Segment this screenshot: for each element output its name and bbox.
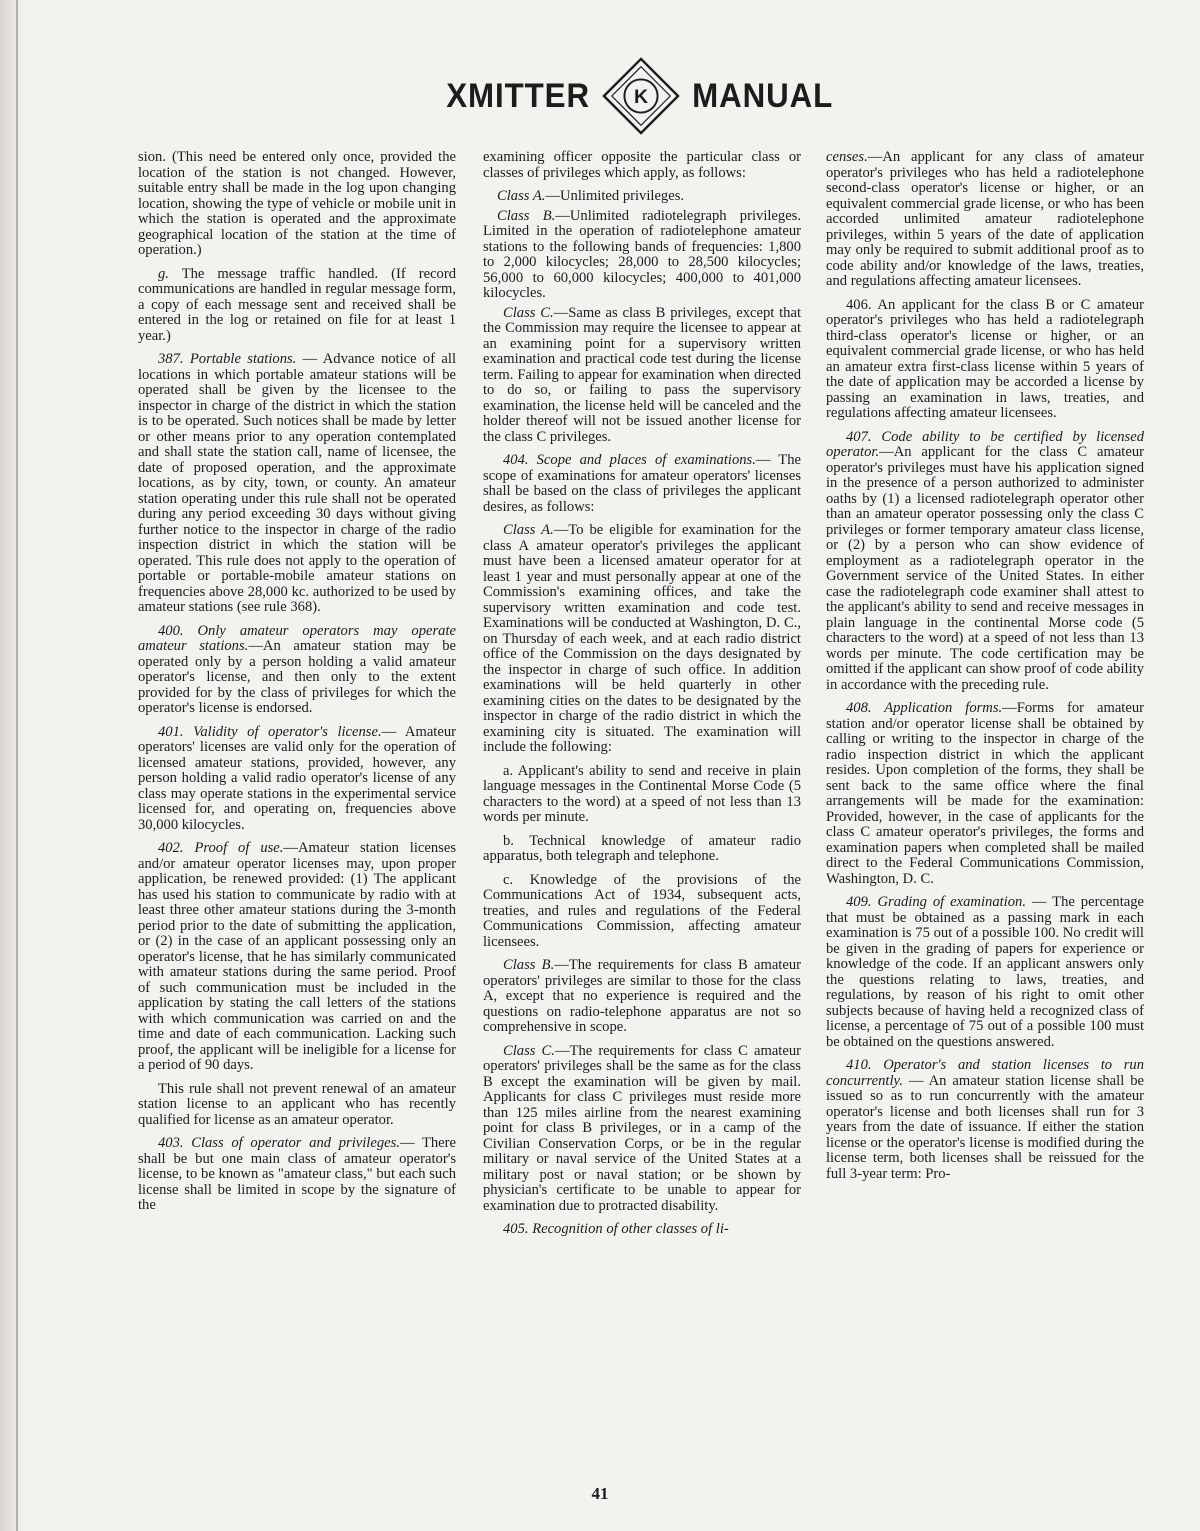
paragraph-heading: 407. Code ability to be certified by licensed operator. — [826, 428, 1144, 460]
paragraph — [483, 764, 801, 826]
column-right — [826, 150, 1144, 1190]
masthead-right-word: MANUAL — [692, 76, 834, 115]
paragraph-text: —An amateur station may be operated only by a person holding a valid amateur operator's license, and then only to the extent provided for by the class of privileges for which the operator's license is endorsed. — [138, 638, 456, 716]
paragraph — [138, 267, 456, 345]
paragraph-text: — Advance notice of all locations in which portable amateur stations will be operated shall be given by the licensee to the inspector in charge of the district in which the station is to be operated. Such notices shall be made by letter or other means prior to any operation contemplated and shall state the station call, name of licensee, the date of proposed operation, and the approximate locations, as by city, town, or county. An amateur station operating under this rule shall not be operated during any period exceeding 30 days without giving further notice to the inspector in charge of the radio inspection district in which the station will be operated. This rule does not apply to the operation of portable or portable-mobile amateur stations on frequencies above 28,000 kc. authorized to be used by amateur stations (see rule 368). — [138, 351, 457, 615]
paragraph — [483, 150, 801, 181]
paragraph-text: —An applicant for the class C amateur operator's privileges must have his application signed in the presence of a person authorized to administer oaths by (1) a licensed radiotelegraph operator other than an amateur operator possessing only the class C privileges or former temporary amateur class license, or (2) by a person who can show evidence of employment as a radiotelegraph operator in the Government service of the United States. In either case the radiotelegraph code examiner shall attest to the applicant's ability to send and receive messages in plain language in the continental Morse code (5 characters to the word) at a speed of not less than 13 words per minute. The code certification may be omitted if the applicant can show proof of code ability in accordance with the preceding rule. — [826, 444, 1144, 693]
paragraph — [826, 150, 1144, 290]
paragraph-text: examining officer opposite the particular class or classes of privileges which apply, as follows: — [483, 149, 801, 181]
paragraph-heading: Class C. — [503, 304, 554, 321]
paragraph — [826, 298, 1144, 422]
masthead-left-word: XMITTER — [446, 76, 591, 115]
paragraph-heading: 410. Operator's and station licenses to run concurrently. — [826, 1057, 1144, 1089]
paragraph-text: — The scope of examinations for amateur operators' licenses shall be based on the class of privileges the applicant desires, as follows: — [483, 452, 801, 515]
paragraph — [138, 352, 456, 616]
paragraph-text: — The percentage that must be obtained as a passing mark in each examination is 75 out of a possible 100. No credit will be given in the grading of papers for experience or knowledge of the code. If an applicant answers only the questions relating to laws, treaties, and regulations, by reason of his right to omit other subjects because of having held a recognized class of license, a percentage of 75 out of a possible 100 must be obtained on the questions answered. — [826, 894, 1144, 1050]
paragraph — [138, 725, 456, 834]
paragraph-text: —Unlimited privileges. — [545, 188, 685, 204]
binding-edge — [16, 0, 18, 1531]
paragraph-text: c. Knowledge of the provisions of the Communications Act of 1934, subsequent acts, treaties, and rules and regulations of the Federal Communications Commission, affecting amateur licensees. — [483, 871, 801, 950]
paragraph-text: — An amateur station license shall be issued so as to run concurrently with the amateur operator's license and both licenses shall run for 3 years from the date of issuance. If either the station license or the operator's license is modified during the license term, both licenses shall be reissued for the full 3-year term: Pro- — [826, 1072, 1144, 1182]
paragraph-heading: 404. Scope and places of examinations. — [503, 452, 756, 468]
paragraph-heading: 403. Class of operator and privileges. — [158, 1135, 400, 1151]
paragraph-heading: censes. — [826, 149, 868, 165]
paragraph-heading: Class A. — [503, 522, 554, 538]
paragraph — [138, 1082, 456, 1129]
paragraph — [138, 150, 456, 259]
paragraph-text: —Unlimited radiotelegraph privileges. Limited in the operation of radiotelephone amateur stations to the following bands of frequencies: 1,800 to 2,000 kilocycles; 28,000 to 28,500 kilocycles; 56,000 to 60,000 kilocycles; 400,000 to 401,000 kilocycles. — [483, 207, 802, 301]
paragraph-text: — There shall be but one main class of amateur operator's license, to be known as "amateur class," but each such license shall be limited in scope by the signature of the — [138, 1135, 456, 1213]
paragraph-text: a. Applicant's ability to send and receive in plain language messages in the Continental Morse Code (5 characters to the word) at a speed of not less than 13 words per minute. — [483, 762, 801, 825]
paragraph-heading: 402. Proof of use. — [158, 840, 284, 856]
paragraph-text: This rule shall not prevent renewal of an amateur station license to an applicant who has recently qualified for license as an amateur operator. — [138, 1080, 456, 1128]
paragraph-text: —Same as class B privileges, except that the Commission may require the licensee to appear at an examining point for a supervisory written examination and practical code test during the license term. Failing to appear for examination when directed to do so, or failing to pass the supervisory examination, the license held will be canceled and the holder thereof will not be issued another license for the class C privileges. — [483, 304, 802, 445]
paragraph-text: 406. An applicant for the class B or C amateur operator's privileges who has held a radiotelegraph third-class operator's license or higher, or an equivalent commercial grade license, or who has held an amateur extra first-class license within 5 years of the date of application may be accorded a license by passing an examination in laws, treaties, and regulations affecting amateur licensees. — [826, 296, 1144, 421]
paragraph-heading: g. — [158, 265, 169, 282]
paragraph-heading: 401. Validity of operator's license. — [158, 723, 382, 740]
paragraph — [483, 453, 801, 515]
paragraph-text: —To be eligible for examination for the class A amateur operator's privileges the applicant must have been a licensed amateur operator for at least 1 year and must personally appear at one of the Commission's examining offices, and take the supervisory written examination and code test. Examinations will be conducted at Washington, D. C., on Thursday of each week, and at each radio district office of the Commission on the days designated by the inspector in charge of such office. In addition examinations will be held quarterly in other examining cities on the dates to be designated by the inspector in charge of the radio district in which the examining city is situated. The examination will include the following: — [483, 522, 801, 755]
column-middle — [483, 150, 801, 1246]
page-number: 41 — [591, 1484, 609, 1503]
masthead — [440, 48, 840, 144]
paragraph — [826, 430, 1144, 694]
paragraph-heading: Class B. — [503, 957, 555, 973]
paragraph-heading: 409. Grading of examination. — [846, 894, 1026, 910]
paragraph-text: —The requirements for class B amateur operators' privileges are similar to those for the class A, except that no experience is required and the questions on radio-telephone apparatus are not so comprehensive in scope. — [483, 957, 802, 1035]
paragraph — [826, 895, 1144, 1050]
paragraph — [138, 841, 456, 1074]
paragraph — [826, 701, 1144, 887]
paragraph-heading: Class A. — [497, 188, 546, 204]
paragraph-text: The message traffic handled. (If record communications are handled in regular message form, a copy of each message sent and received shall be entered in the log or retained on file for at least 1 year.) — [138, 265, 456, 344]
paragraph — [483, 209, 801, 302]
paragraph-heading: 387. Portable stations. — [158, 351, 297, 367]
paragraph-text: —Forms for amateur station and/or operator license shall be obtained by calling or writing to the inspector in charge of the radio inspection district in which the applicant resides. Upon completion of the forms, they shall be sent back to the same office where the final arrangements will be made for the examination: Provided, however, in the case of applicants for the class C amateur operator's privileges, the forms and examination papers when completed shall be mailed direct to the Federal Communications Commission, Washington, D. C. — [826, 700, 1144, 887]
logo-letter: K — [634, 85, 649, 108]
paragraph — [483, 1222, 801, 1238]
paragraph-text: sion. (This need be entered only once, provided the location of the station is not changed. However, suitable entry shall be made in the log upon changing location, showing the type of vehicle or mobile unit in which the station is operated and the approximate geographical location of the station at the time of operation.) — [138, 149, 456, 258]
paragraph-text: — Amateur operators' licenses are valid only for the operation of licensed amateur stations, provided, however, any person holding a valid radio operator's license of any class may operate stations in the experimental service licensed for, and operating on, frequencies above 30,000 kilocycles. — [138, 723, 456, 833]
binding-shadow — [0, 0, 26, 1531]
paragraph — [826, 1058, 1144, 1182]
paragraph — [138, 1136, 456, 1214]
diamond-logo-icon — [602, 57, 680, 135]
paragraph — [483, 834, 801, 865]
paragraph — [483, 306, 801, 446]
paragraph-text: —Amateur station licenses and/or amateur operator licenses may, upon proper application, be renewed provided: (1) The applicant has used his station to communicate by radio with at least three other amateur stations during the 3-month period prior to the date of submitting the application, or (2) in the case of an applicant possessing only an operator's license, that he has similarly communicated with amateur stations during the same period. Proof of such communication must be included in the application by stating the call letters of the stations with which communication was carried on and the time and date of each communication. Lacking such proof, the applicant will be ineligible for a license for a period of 90 days. — [138, 840, 456, 1073]
paragraph — [483, 523, 801, 756]
paragraph-text: —The requirements for class C amateur operators' privileges shall be the same as for the class B except the examination will be given by mail. Applicants for class C privileges must reside more than 125 miles airline from the nearest examining point for class B privileges, or in a camp of the Civilian Conservation Corps, or be in the regular military or naval service of the United States at a military post or naval station; or be shown by physician's certificate to be unable to appear for examination due to protracted disability. — [483, 1042, 801, 1214]
paragraph — [483, 1044, 801, 1215]
paragraph-text: b. Technical knowledge of amateur radio apparatus, both telegraph and telephone. — [483, 832, 801, 864]
paragraph — [483, 958, 801, 1036]
paragraph-heading: 408. Application forms. — [846, 700, 1003, 716]
paragraph — [483, 189, 801, 205]
paragraph-heading: 400. Only amateur operators may operate amateur stations. — [138, 622, 456, 654]
paragraph — [483, 873, 801, 951]
paragraph — [138, 624, 456, 717]
paragraph-heading: Class C. — [503, 1042, 555, 1059]
paragraph-heading: Class B. — [497, 207, 556, 224]
paragraph-heading: 405. Recognition of other classes of li- — [503, 1221, 729, 1237]
column-left — [138, 150, 456, 1222]
paragraph-text: —An applicant for any class of amateur operator's privileges who has held a radiotelephone second-class operator's license or higher, or an equivalent commercial grade license, or who has been accorded unlimited amateur radiotelephone privileges, within 5 years of the date of application may only be required to submit additional proof as to code ability and/or knowledge of the laws, treaties, and regulations affecting amateur licensees. — [826, 149, 1144, 289]
